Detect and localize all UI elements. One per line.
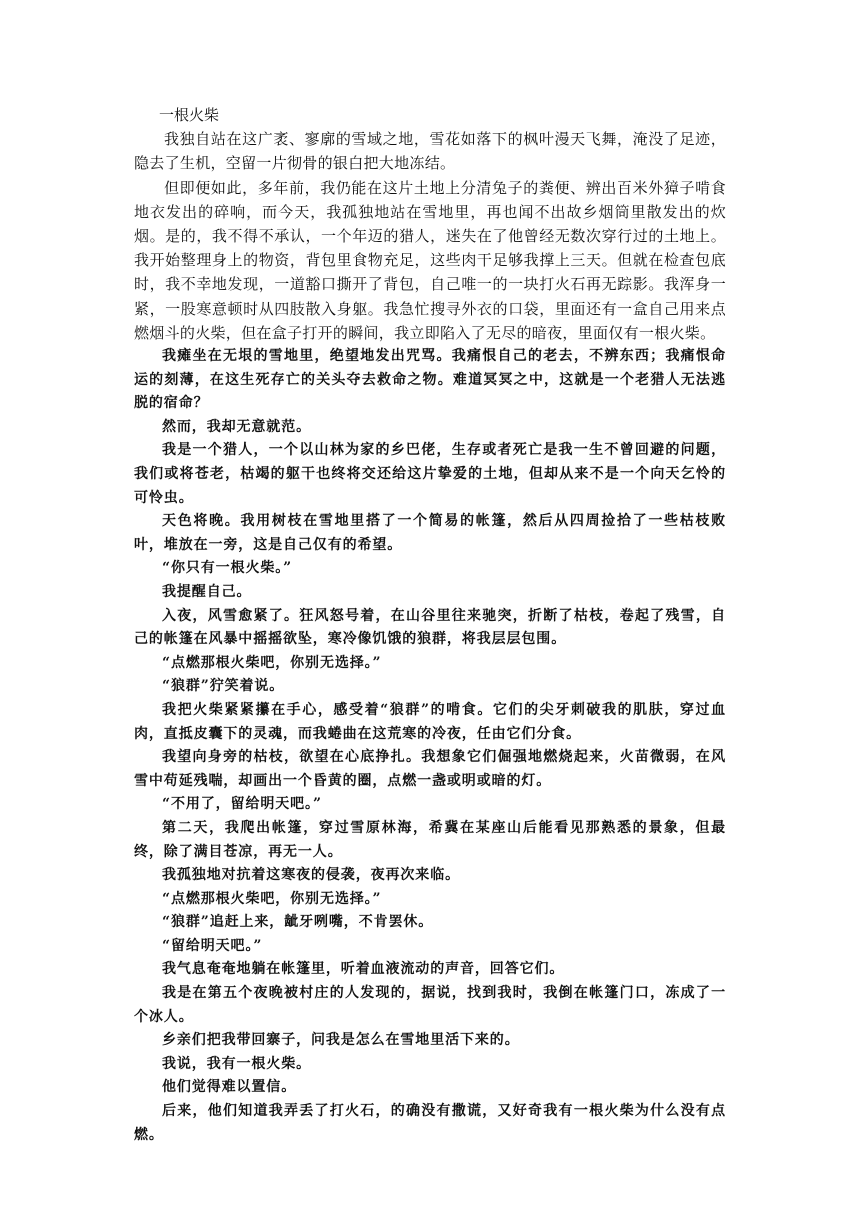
- paragraph-10: “点燃那根火柴吧，你别无选择。”: [162, 654, 382, 671]
- paragraph-6: 天色将晚。我用树枝在雪地里搭了一个简易的帐篷，然后从四周捡拾了一些枯枝败叶，堆放在一旁，这是自己仅有的希望。: [134, 513, 726, 553]
- paragraph-21: 我是在第五个夜晚被村庄的人发现的，据说，找到我时，我倒在帐篷门口，冻成了一个冰人。: [134, 985, 726, 1025]
- paragraph-22: 乡亲们把我带回寨子，问我是怎么在雪地里活下来的。: [162, 1032, 520, 1049]
- paragraph-24: 他们觉得难以置信。: [162, 1079, 297, 1096]
- paragraph-8: 我提醒自己。: [162, 583, 252, 600]
- paragraph-16: 我孤独地对抗着这寒夜的侵袭，夜再次来临。: [162, 867, 460, 884]
- paragraph-4: 然而，我却无意就范。: [162, 418, 311, 435]
- paragraph-19: “留给明天吧。”: [162, 937, 263, 954]
- paragraph-17: “点燃那根火柴吧，你别无选择。”: [162, 890, 382, 907]
- paragraph-23: 我说，我有一根火柴。: [162, 1055, 311, 1072]
- paragraph-15: 第二天，我爬出帐篷，穿过雪原林海，希冀在某座山后能看见那熟悉的景象，但最终，除了满目苍凉，再无一人。: [134, 819, 726, 860]
- paragraph-11: “狼群”狞笑着说。: [162, 678, 285, 695]
- paragraph-3: 我瘫坐在无垠的雪地里，绝望地发出咒骂。我痛恨自己的老去，不辨东西；我痛恨命运的刻薄，在这生死存亡的关头夺去救命之物。难道冥冥之中，这就是一个老猎人无法逃脱的宿命？: [134, 348, 726, 412]
- paragraph-9: 入夜，风雪愈紧了。狂风怒号着，在山谷里往来驰突，折断了枯枝，卷起了残雪，自己的帐篷在风暴中摇摇欲坠，寒冷像饥饿的狼群，将我层层包围。: [134, 607, 726, 648]
- paragraph-12: 我把火柴紧紧攥在手心，感受着“狼群”的啃食。它们的尖牙刺破我的肌肤，穿过血肉，直抵皮囊下的灵魂，而我蜷曲在这荒寒的冷夜，任由它们分食。: [134, 701, 726, 742]
- paragraph-18: “狼群”追赶上来，龇牙咧嘴，不肯罢休。: [162, 914, 434, 931]
- paragraph-14: “不用了，留给明天吧。”: [162, 796, 322, 813]
- paragraph-5: 我是一个猎人，一个以山林为家的乡巴佬，生存或者死亡是我一生不曾回避的问题，我们或将苍老，枯竭的躯干也终将交还给这片挚爱的土地，但却从来不是一个向天乞怜的可怜虫。: [134, 442, 726, 506]
- paragraph-2: 但即便如此，多年前，我仍能在这片土地上分清兔子的粪便、辨出百米外獐子啃食地衣发出的碎响，而今天，我孤独地站在雪地里，再也闻不出故乡烟筒里散发出的炊烟。是的，我不得不承认，一个年迈的猎人，迷失在了他曾经无数次穿行过的土地上。我开始整理身上的物资，背包里食物充足，这些肉干足够我撑上三天。但就在检查包底时，我不幸地发现，一道豁口撕开了背包，自己唯一的一块打火石再无踪影。我浑身一紧，一股寒意顿时从四肢散入身躯。我急忙搜寻外衣的口袋，里面还有一盒自己用来点燃烟斗的火柴，但在盒子打开的瞬间，我立即陷入了无尽的暗夜，里面仅有一根火柴。: [134, 178, 726, 342]
- paragraph-7: “你只有一根火柴。”: [162, 560, 293, 577]
- story-title: 一根火柴: [159, 106, 220, 124]
- paragraph-1: 我独自站在这广袤、寥廓的雪域之地，雪花如落下的枫叶漫天飞舞，淹没了足迹，隐去了生机，空留一片彻骨的银白把大地冻结。: [134, 130, 726, 173]
- document-body: [134, 103, 726, 1147]
- paragraph-13: 我望向身旁的枯枝，欲望在心底挣扎。我想象它们倔强地燃烧起来，火苗微弱，在风雪中苟延残喘，却画出一个昏黄的圈，点燃一盏或明或暗的灯。: [134, 749, 726, 789]
- paragraph-25: 后来，他们知道我弄丢了打火石，的确没有撒谎，又好奇我有一根火柴为什么没有点燃。: [134, 1103, 726, 1143]
- paragraph-20: 我气息奄奄地躺在帐篷里，听着血液流动的声音，回答它们。: [162, 961, 565, 978]
